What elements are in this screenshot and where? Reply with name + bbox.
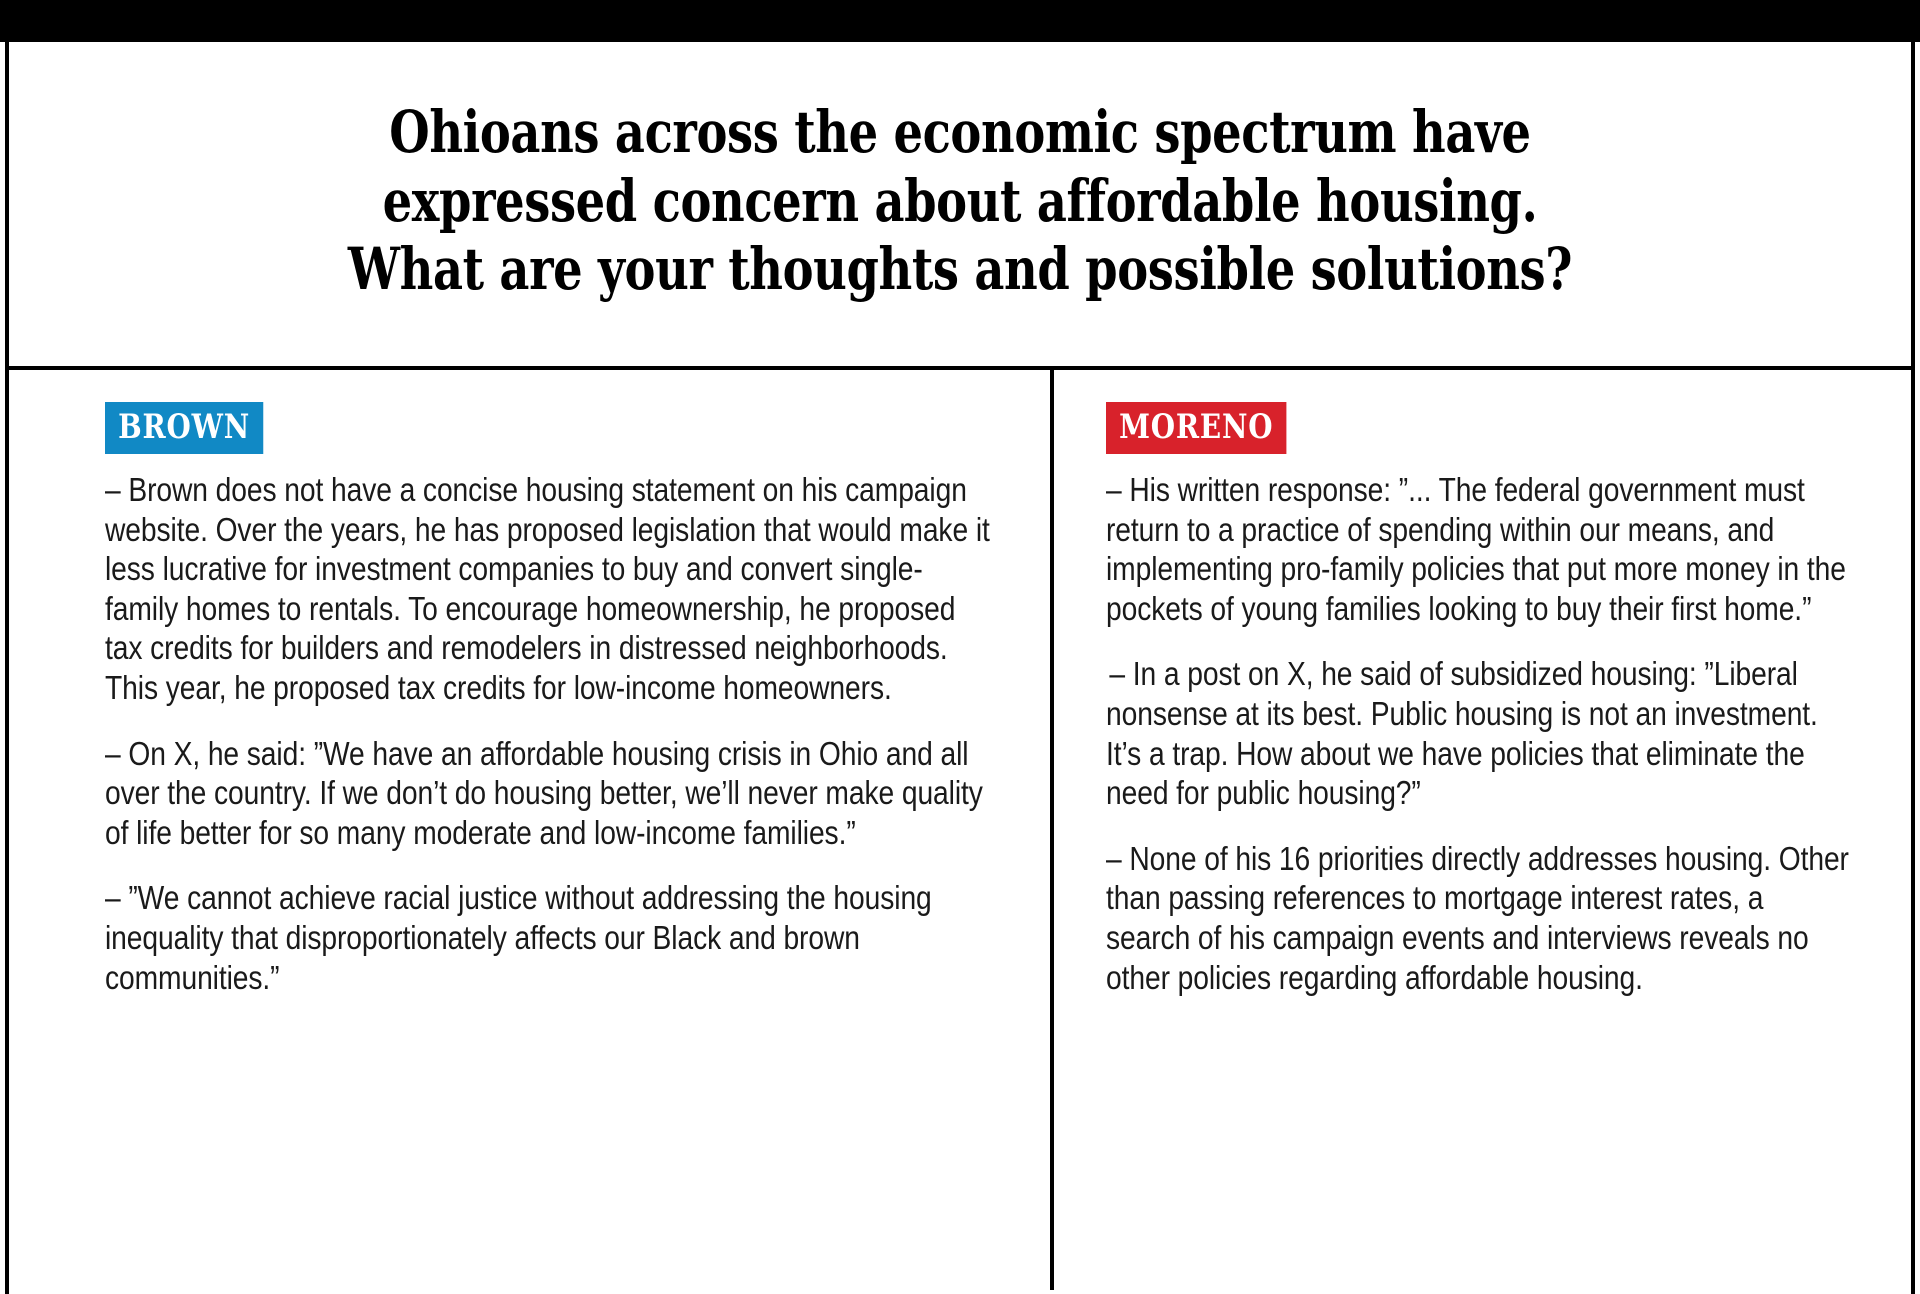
moreno-paragraph-3: – None of his 16 priorities directly addresses housing. Other than passing references to mortgage interest rates, a search of his campaign events and interviews reveals no other policies regarding affordable housing. (1106, 839, 1849, 996)
page-title-line-1: Ohioans across the economic spectrum have (389, 98, 1531, 167)
comparison-graphic (5, 42, 1915, 1294)
top-black-band (0, 0, 1920, 42)
brown-badge-wrap (105, 402, 994, 454)
candidate-badge-brown: BROWN (105, 402, 263, 454)
brown-paragraph-1: – Brown does not have a concise housing statement on his campaign website. Over the years, he has proposed legislation that would make it less lucrative for investment companies to buy and convert single-family homes to rentals. To encourage homeownership, he proposed tax credits for builders and remodelers in distressed neighborhoods. This year, he proposed tax credits for low-income homeowners. (105, 471, 990, 706)
question-header (9, 42, 1911, 370)
candidate-badge-moreno: MORENO (1106, 402, 1287, 454)
page-title (256, 98, 1664, 303)
candidate-columns (9, 370, 1911, 1290)
page-title-line-3: What are your thoughts and possible solutions? (347, 235, 1573, 304)
moreno-paragraph-1: – His written response: ”... The federal government must return to a practice of spending within our means, and implementing pro-family policies that put more money in the pockets of young families looking to buy their first home.” (1106, 471, 1846, 627)
candidate-column-moreno (1054, 370, 1911, 1290)
brown-paragraph-2: – On X, he said: ”We have an affordable housing crisis in Ohio and all over the country. If we don’t do housing better, we’ll never make quality of life better for so many moderate and low-income families.” (105, 734, 983, 851)
candidate-column-brown (9, 370, 1054, 1290)
page-title-line-2: expressed concern about affordable housing. (382, 166, 1538, 235)
moreno-paragraph-2: – In a post on X, he said of subsidized housing: ”Liberal nonsense at its best. Public housing is not an investment. It’s a trap. How about we have policies that eliminate the need for public housing?” (1106, 655, 1818, 812)
brown-paragraph-3: – ”We cannot achieve racial justice without addressing the housing inequality that disproportionately affects our Black and brown communities.” (105, 879, 932, 996)
moreno-badge-wrap (1106, 402, 1853, 454)
